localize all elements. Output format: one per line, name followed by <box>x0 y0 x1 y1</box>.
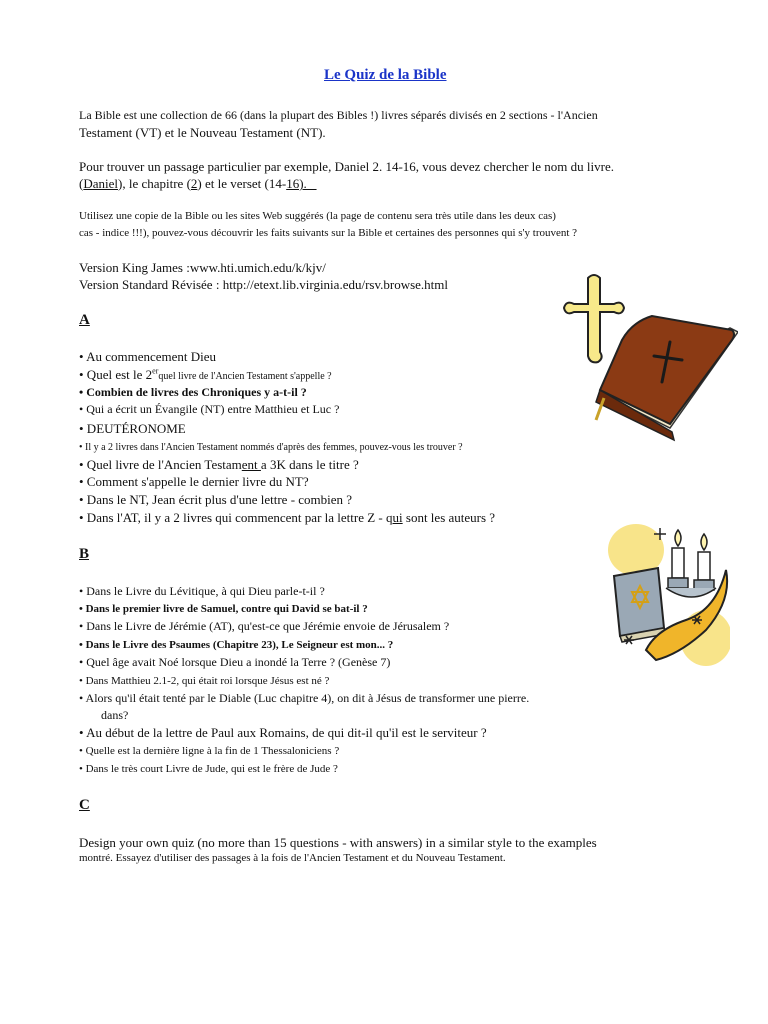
b-question-6: • Dans Matthieu 2.1-2, qui était roi lorsque Jésus est né ? <box>79 675 330 687</box>
b-question-2: • Dans le premier livre de Samuel, contre qui David se bat-il ? <box>79 603 368 615</box>
b-question-4: • Dans le Livre des Psaumes (Chapitre 23), Le Seigneur est mon... ? <box>79 639 394 651</box>
intro-p1-line2: Testament (VT) et le Nouveau Testament (NT). <box>79 125 326 140</box>
kjv-link: Version King James :www.hti.umich.edu/k/kjv/ <box>79 260 326 275</box>
verse-ref: 16). <box>286 176 317 191</box>
a-question-3: • Combien de livres des Chroniques y a-t-il ? <box>79 385 307 399</box>
intro-paragraph-1 <box>79 107 679 141</box>
a-question-1: • Au commencement Dieu <box>79 349 217 364</box>
section-c-heading: C <box>79 797 90 813</box>
intro-paragraph-3 <box>79 208 679 242</box>
a-question-9: • Dans le NT, Jean écrit plus d'une lettre - combien ? <box>79 492 353 507</box>
bible-with-cross-icon <box>552 270 738 442</box>
a-question-6: • Il y a 2 livres dans l'Ancien Testament nommés d'après des femmes, pouvez-vous les trouver ? <box>79 442 463 453</box>
b-question-7 <box>79 690 529 724</box>
b-question-10: • Dans le très court Livre de Jude, qui est le frère de Jude ? <box>79 763 338 775</box>
intro-p3-line2: cas - indice !!!), pouvez-vous découvrir les faits suivants sur la Bible et certaines des personnes qui s'y trouvent ? <box>79 227 578 239</box>
chapter-ref: 2 <box>190 176 198 191</box>
page-title: Le Quiz de la Bible <box>324 67 447 83</box>
b-question-3: • Dans le Livre de Jérémie (AT), qu'est-ce que Jérémie envoie de Jérusalem ? <box>79 619 450 633</box>
intro-p1-line1: La Bible est une collection de 66 (dans la plupart des Bibles !) livres séparés divisés en 2 sections - l'Ancien <box>79 108 598 122</box>
rsv-link: Version Standard Révisée : http://etext.lib.virginia.edu/rsv.browse.html <box>79 277 448 292</box>
candles-torah-shofar-icon <box>606 518 730 670</box>
intro-p2-line2: (Daniel), le chapitre (2) et le verset (14-16). <box>79 176 317 191</box>
a-question-4: • Qui a écrit un Évangile (NT) entre Matthieu et Luc ? <box>79 402 340 416</box>
daniel-ref: Daniel <box>83 176 118 191</box>
a-question-10: • Dans l'AT, il y a 2 livres qui commencent par la lettre Z - qui sont les auteurs ? <box>79 510 496 525</box>
section-c-line1: Design your own quiz (no more than 15 questions - with answers) in a similar style to the examples <box>79 835 597 850</box>
b-question-5: • Quel âge avait Noé lorsque Dieu a inondé la Terre ? (Genèse 7) <box>79 655 391 669</box>
a-question-5: • DEUTÉRONOME <box>79 421 186 436</box>
section-c-line2: montré. Essayez d'utiliser des passages à la fois de l'Ancien Testament et du Nouveau Testament. <box>79 852 506 864</box>
section-a-heading: A <box>79 312 90 328</box>
a-question-8: • Comment s'appelle le dernier livre du NT? <box>79 474 309 489</box>
b-question-8: • Au début de la lettre de Paul aux Romains, de qui dit-il qu'il est le serviteur ? <box>79 725 487 740</box>
a-question-7: • Quel livre de l'Ancien Testament a 3K dans le titre ? <box>79 457 359 472</box>
section-b-heading: B <box>79 546 90 562</box>
intro-p3-line1: Utilisez une copie de la Bible ou les sites Web suggérés (la page de contenu sera très utile dans les deux cas) <box>79 210 556 222</box>
intro-p2-line1: Pour trouver un passage particulier par exemple, Daniel 2. 14-16, vous devez chercher le nom du livre. <box>79 159 614 174</box>
b-question-9: • Quelle est la dernière ligne à la fin de 1 Thessaloniciens ? <box>79 745 340 757</box>
b-question-7-line1: • Alors qu'il était tenté par le Diable (Luc chapitre 4), on dit à Jésus de transformer une pierre. <box>79 691 530 705</box>
a-question-2: • Quel est le 2erquel livre de l'Ancien Testament s'appelle ? <box>79 366 332 382</box>
section-c-text <box>79 834 679 865</box>
b-question-1: • Dans le Livre du Lévitique, à qui Dieu parle-t-il ? <box>79 584 325 598</box>
b-question-7-line2: dans? <box>101 708 129 722</box>
intro-paragraph-2 <box>79 158 679 192</box>
